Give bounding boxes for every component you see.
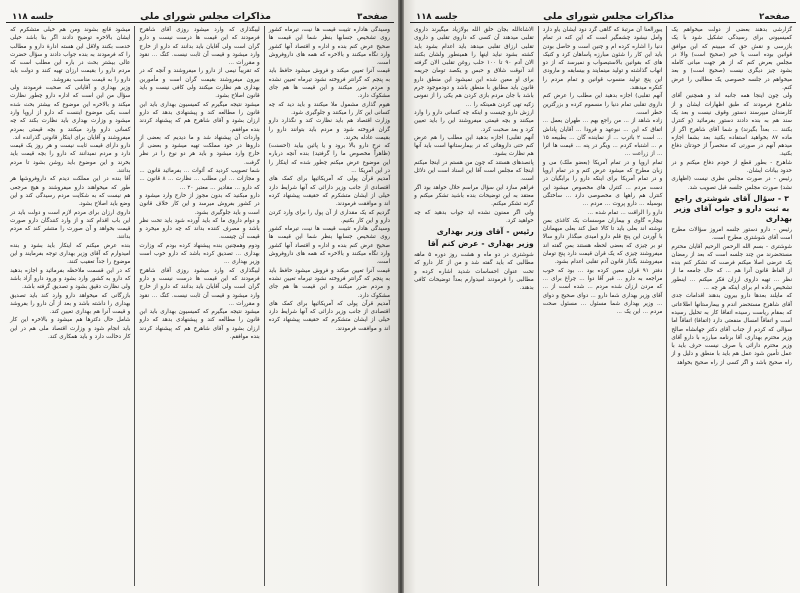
paragraph: پانصدهای هستند که چون من هستم در اینجا میکنم اینجا که مجلس است آقا این اسناد است این دلائل است.: [414, 159, 534, 183]
paragraph: دارو مبکنید که بدون مجوز از خارج وارد میشود و در کشور بفروش میرسد و این کار خلاف قانون است و باید جلوگیری بشود.: [139, 192, 260, 216]
paragraph: رئیس - در صورت مجلس نظری نیست (اظهاری نشد) صورت مجلس جلسه قبل تصویب شد.: [671, 176, 792, 191]
paragraph: شوشتری در دو ماه و هشت روز دوره ۵ ماهه مطالبی که باید گفته شد و من از کار دارو که تحت عنوان احساسات شدید اشاره کرده و مطالبی را فرمودند امیدوارم بعداً توضیحات کافی بدهند.: [414, 252, 534, 292]
paragraph: الاشاءالله بجان خلق الله بولازیاد میگیرند داروی تقلبی میدهند آن کسی که داروی تقلبی و داروی تقلبی ارزاق تقلبی میدهد باید اعدام بشود باید کشته بشود نباید اینها را همینطور ولشان بکنند الان آدم ۹۰ تا ۱۰۰ حلب روغن تقلبی الان گرفته اند آنوقت شلاق و حبس و یکصد تومان جریمه برای او معین شده این نمیشود این منطق دارو قانون باید مطابق با منطق باشد و دودموجود جرم باشد با جان مردم بازی کردن هم یکی را از نفوس زکیه تهی کردن همینکه را ...: [414, 27, 534, 108]
paragraph: رئیس - دارو دستور جلسه امروز سؤالات مطرح است آقای شوشتری مطرح است.: [671, 226, 792, 242]
paragraph: واردات آن پیشنهاد شد و ما دیدیم که بعضی از داروها در خود مملکت تهیه میشود و بعضی از خارج وارد میشود و باید هر دو نوع را در نظر گرفت.: [139, 134, 260, 166]
paragraph: وزارت اقتصاد هم باید نظارت کند و نگذارد دارو گران فروخته شود و مردم باید بتوانند دارو را بقیمت عادله بخرند.: [268, 118, 390, 141]
paragraph: میشود قانع بشوند ومن هم خیلی متشکرم که ایشان بالاخره توضیح دادند اگر بنا باشد خیلی خدمت بکنند ولاقل این هسته ادارهٔ دارو و مطالب را که فرمودند به بنده جواب دادند و سؤال حضرت عالی بیشتر بحث در باره این مطلب است که مردم دارو را بقیمت ارزان تهیه کنند و دولت باید دارو را به قیمت مناسب بفروشد.: [10, 27, 131, 83]
page-number: صفحه۳: [357, 12, 388, 22]
paragraph: که تقریباً نیمی از دارو را میفروشند و آنچه که در بیرون میفروشند بقیمت گران است و مأمورین بهداری هم نظارت میکنند ولی کافی نیست و باید قانون اصلاح بشود.: [139, 68, 260, 100]
paragraph: شما تصویب کردید که آئوات ... بفرمائید قانون ... و مجازات ... این مطلب ... نظارت ... ۸ قانون ... که دارو ... مقادیر ... معتبر ۲۰ ...: [139, 168, 260, 191]
paragraph: وزیر بهداری و آقایانی که صحبت فرمودند ولی سؤال من این است که اداره دارو چطور نظارت میکند و بالاخره این موضوع که بیشتر بحث شده است یکی موضوع اینست که دارو از اروپا وارد میشود و وزارت بهداری باید نظارت بکند که چه کسانی دارو وارد میکنند و بچه قیمتی بمردم میفروشند و آقایان برای اینکار قانونی گذرانده اند.: [10, 85, 131, 141]
paragraph: لیبگذاری که وارد میشود روزی آقای شاهرخ فرمودند که این قیمت ها درست نیست و دارو گران است ولی آقایان باید بدانند که دارو از خارج وارد میشود و قیمت آن ثابت نیست. کنگ ... نقود و مقررات ...: [139, 267, 260, 307]
paragraph: آمدیم قرآن پولی که آمریکائیها برای کمک های اقتصادی از جانب وزیر دارائی که آنها شرایط دارد خیلی از ایشان متشکرم که حقیقت پیشنهاد کرده اند و موافقت فرمودند.: [268, 176, 390, 208]
publication-title: مذاکرات مجلس شورای ملی: [543, 11, 675, 22]
page-header: [6, 4, 394, 23]
publication-title: مذاکرات مجلس شورای ملی: [140, 11, 272, 22]
column-right: [667, 26, 796, 586]
speaker-heading: رئیس - آقای وزیر بهداری: [436, 227, 534, 237]
paragraph: هیوم گذاری مشمول ملا میکنند و باید دید که چه کسانی این کار را میکنند و جلوگیری شود.: [268, 101, 390, 116]
paragraph: آقا بنده در این مملکت دیدم که داروفروشها هر طور که میخواهند دارو میفروشند و هیچ مرجعی هم نیست که به شکایت مردم رسیدگی کند و این وضع باید اصلاح بشود.: [10, 176, 131, 208]
paragraph: یبورالعنا آن مرتبهٔ که گاهی گرد دود ایشان یاو دارد وامل نیشود چشمگیر است که این کنه در تمام دنیا را اشاره کرده ام و چنین است و حاصل بودن باید این کار را شئون مبارزه پاساهان کرد و کنیک های که بقوانین بالاستیصواب و نمیرسد که از دو انهاب گذاشته و تولید مینمایند و بیسابقه و مارودی این پنج تولید منسوب قوانین و تمام مردم را کنکره میدهند.: [542, 27, 663, 92]
paragraph: ارزش دارو چیست و اینکه چه کسانی دارو را وارد میکنند و بچه قیمتی میفروشند این را باید تعیین کرد و بعد صحبت کرد.: [414, 109, 534, 133]
section-heading: ۳ - سؤال آقای شوشتری راجع به ثبت دارو و جواب آقای وزیر بهداری: [674, 193, 792, 223]
paragraph: میشود نتیجه میگیرم که کمیسیون بهداری باید این قانون را مطالعه کند و پیشنهادی بدهد که دارو ارزان بشود و آقای شاهرخ هم که پیشنهاد کردند بنده موافقم.: [139, 101, 260, 133]
paragraph: میشود نتیجه میگیرم که کمیسیون بهداری باید این قانون را مطالعه کند و پیشنهادی بدهد که دارو ارزان بشود و آقای شاهرخ هم که پیشنهاد کردند بنده موافقم.: [139, 309, 260, 340]
paragraph: گردیم که یک مقداری از آن پول را برای وارد کردن دارو و این کار بکنیم.: [268, 209, 390, 224]
paragraph: و دوام داروی ما که باید آورده شود باید تحت نظر باشد و مصرف کننده بداند که چه دارو میخرد و قیمت آن چیست.: [139, 217, 260, 241]
paragraph: ولی چون اینجا همه جانبه اند و همچنین آقای شاهرخ فرمودند که طبق اظهارات ایشان و از کارمندان میپرسند دستور وقوف نیست و بعد یک سند هم به بنده دادند دستور بفرمائید (و کنترل بکنند ... بعداً بگیرند) و شما آقای شاهرخ اگر از ماده ۸۷ بخواهید استفاده بکنید بعد بشما اجازه میدهم آنهم در صورتی که منحصراً از خودتان دفاع بکنید.: [671, 93, 792, 158]
speaker-heading: وزیر بهداری - عرض کنم آقا: [427, 239, 534, 249]
paragraph: دارو دارای قیمت ثابت نیست و هر روز یک قیمت دارد و مردم نمیدانند که دارو را بچه قیمت باید بخرند و این موضوع باید روشن بشود تا مردم بدانند.: [10, 143, 131, 175]
paragraph: ودوم وهمچنین بنده پیشنهاد کرده بودم که وزارت بهداری ... تصدیق کرده باشد که دارو خوب است وزیر بهداری ...: [139, 242, 260, 266]
paragraph: دفتر ۹۱ قران معین کرده بود ... بود که خوب مراجعه به دارو ... قبر آقا دوا ... چراغ برای ... که مردن ارزان شده مردم ... شده است از ... آقای وزیر بهداری شما دارو ... دوای صحیح و دوای ... وزیر بهداری شما مسئول ... مسئول صحت مردم ... این یک ...: [542, 267, 663, 316]
session-number: جلسه ۱۱۸: [416, 12, 458, 22]
paragraph: که مایلند بعدها دارو بیرون بدهند اقدامات جدی آقای شاهرخ مستحضر اندم و بیمارستانها اطلاعاتی که بمقام ریاست رسیده اتفاقا کار به تحلیل رسیده است و اتفاقاً امسال منفعتی دارد (اتفاقا) اتفاقاً اما سؤالی که کردم از جناب آقای دکتر جهانشاه صالح وزیر محترم بهداری، آقا برنامه مبارزه با دارو آقای وزیر محترم دارائی یا صرف نیست حرف باید با عمل تأمین شود عمل هم باید با منطق و دلیل و از راه صحیح باشد و اگر کسی از راه صحیح بخواهد: [671, 293, 792, 366]
paragraph: بنده عرض میکنم که اینکار باید بشود و بنده امیدوارم که آقای وزیر بهداری توجه بفرمایند و این موضوع را جداً تعقیب کنند.: [10, 242, 131, 266]
paragraph: گزارشی بدهند بعضی از دولت میخواهم یک کمیسیونی برای رسیدگی تشکیل شود با یک بازرسی و نقش حق که میبینم که این موافق قوانین بوده است یا خیر (صحیح است) والا در مجلس بعرض کنم که از هر جهت مبانی کامله بشود چیز دیگری نیست (صحیح است) و بعد میخواهم در جلسه خصوصی یک مطالبی را عرض کنم.: [671, 27, 792, 92]
paragraph: تمام اروپا و در تمام آمریکا (بعضو ملک) می و زبان مطرح که میشود عرض کنم و در تمام اروپا و در تمام آمریکا برای اینکه دارو را برابگیان در دست مردم ... کنترل های مخصوص میشود این کنترل هم راهها ی مخصوصی دارد ... ساختگی بوسیله ... دارو پروت ... مردم ...: [542, 159, 663, 208]
paragraph: شوشتری - بسم الله الرحمن الرحیم آقایان محترم مستحضرند من چند جلسه است که بعد از رمضان یک عرضی اصلا میکنم فرصت که تشکر کنم بنده از الفاظ قانون آنرا هم ... که حال جامعه ما از نظر ... تهیه داروی ارزان فکر میکنم ... اینطور تشخیص داده ام برای اینکه هر چه ...: [671, 243, 792, 292]
paragraph: شاهرخ - بطور قطع از خودم دفاع میکنم و در حدود بیانات ایشان.: [671, 159, 792, 175]
text-columns: [6, 26, 394, 586]
paragraph: شامل حال دکترها هم میشود و بالاخره این کار باید انجام شود و وزارت اقتصاد ملی هم در این کار دخالت دارد و باید همکاری کند.: [10, 317, 131, 340]
session-number: جلسه ۱۱۸: [12, 12, 54, 22]
column-left: [6, 26, 135, 586]
binding-gutter: [398, 0, 404, 593]
paragraph: وسیدگی هاداره تثبیت قیمت ها نیت، تیرماه کشور روی تشخیص جسابها بنظر شما این قیمت ها صحیح عرض کنم بنده و اداره و اقتصاد آنها کشور وارد نگاه میکنند و بالاخره که همه های داروفروش است.: [268, 27, 390, 67]
page-2: [400, 0, 800, 593]
paragraph: قیمت آنرا تعیین میکند و فروش میشود حافظ باید به پنجم که گرانتر فروخته نشود تیرماه تعیین نشده و مردم ضرر میکنند و این قیمت ها هم جای مشکوک دارد.: [268, 267, 390, 299]
column-left: [410, 26, 539, 586]
text-columns: [410, 26, 796, 586]
paragraph: آنهم تقلبی) اجازه بدهید این مطلب را هم عرض کنم حتی داروهائی که در بیمارستانها است باید آنها هم نظارت بشود.: [414, 134, 534, 158]
paragraph: داروی ارزان برای مردم لازم است و دولت باید در این باب اقدام کند و از وارد کنندگان دارو صورت قیمت بخواهد و آن صورت را منتشر کند که مردم بدانند.: [10, 209, 131, 241]
paragraph: که نرخ دارو بالا برود و یا پائین بیاید (احسنت) (ظاهراً مخصوص ما را گرفتید) بنده آنچه درباره این موضوع عرض میکنم چطور شده که اینکار را در این آمریکا ...: [268, 143, 390, 175]
paragraph: بیچاره گاوی و بیماران موسسات یک کاغذی بمن نوشته اند بعلی باید تا کالا عمل کند بعلی میهمانان با آوردن این پنج قلم دارو امیدی مبگذار دارو سالا تو بر چیزی که بعضی لحظه هستند بمن گفته اند میفروشند چیزی که یک قران قیمت دارد پنج تومان میفروشند بگذار قانون آدم تقلبی اعدام بشود.: [542, 217, 663, 266]
paragraph: دارو را الراقت ... تمام شده ...: [587, 209, 663, 216]
paragraph: زاده شاهد از ... من راجع بهم ... طهران بعمل ... اتفاق که این ... نبوعهد و فرودا ... آقایان پاداش ... است ۲ باترب ... از نماینده گان ... بطبیعه ۱۵ م ... اشتباه کردم ... ویگر در پنه ... قیمت ها اثرا ... از زراعت ...: [542, 118, 663, 158]
column-right: [265, 26, 394, 586]
paragraph: ولی اگر ممنون نشده اید جواب بدهید که چه خواهید کرد.: [414, 209, 534, 224]
paragraph: لیبگذاری که وارد میشود روزی آقای شاهرخ فرمودند که این قیمت ها درست نیست و دارو گران است ولی آقایان باید بدانند که دارو از خارج وارد میشود و قیمت آن ثابت نیست. کنگ ... نقود و مقررات ...: [139, 27, 260, 67]
page-number: صفحه۲: [759, 12, 790, 22]
paragraph: قیمت آنرا تعیین میکند و فروش میشود حافظ باید به پنجم که گرانتر فروخته نشود تیرماه تعیین نشده و مردم ضرر میکنند و این قیمت ها هم جای مشکوک دارد.: [268, 68, 390, 100]
column-middle: [135, 26, 264, 586]
page-header: [410, 4, 796, 23]
paragraph: که در این قسمت ملاحظه بفرمائید و اجازه بدهید که دارو به کشور وارد بشود و ورود دارو آزاد باشد ولی نظارت دقیق بشود و تصدیق گرفته باشد.: [10, 267, 131, 291]
paragraph: بازرگانی که میخواهد دارو وارد کند باید تصدیق بهداری را داشته باشد و بعد از آن دارو را بفروشد و قیمت آنرا هم بهداری تعیین کند.: [10, 292, 131, 316]
paragraph: آنهم تقلبی) اجازه بدهید این مطلب را عرض کنم داروی تقلبی تمام دنیا را مسموم کرده و بزرگترین خطر است.: [542, 93, 663, 116]
column-middle: [539, 26, 668, 586]
paragraph: وسیدگی هاداره تثبیت قیمت ها نیت، تیرماه کشور روی تشخیص جسابها بنظر شما این قیمت ها صحیح عرض کنم بنده و اداره و اقتصاد آنها کشور وارد نگاه میکنند و بالاخره که همه های داروفروش است.: [268, 226, 390, 266]
paragraph: فراهم سازد این سؤال مراسم حلال خواهد بود اگر معتقد به این توضیحات بنده باشید تشکر میکنم و گرنه تشکر میکنم.: [414, 184, 534, 208]
paragraph: آمدیم قرآن پولی که آمریکائیها برای کمک های اقتصادی از جانب وزیر دارائی که آنها شرایط دارد خیلی از ایشان متشکرم که حقیقت پیشنهاد کرده اند و موافقت فرمودند.: [268, 300, 390, 332]
